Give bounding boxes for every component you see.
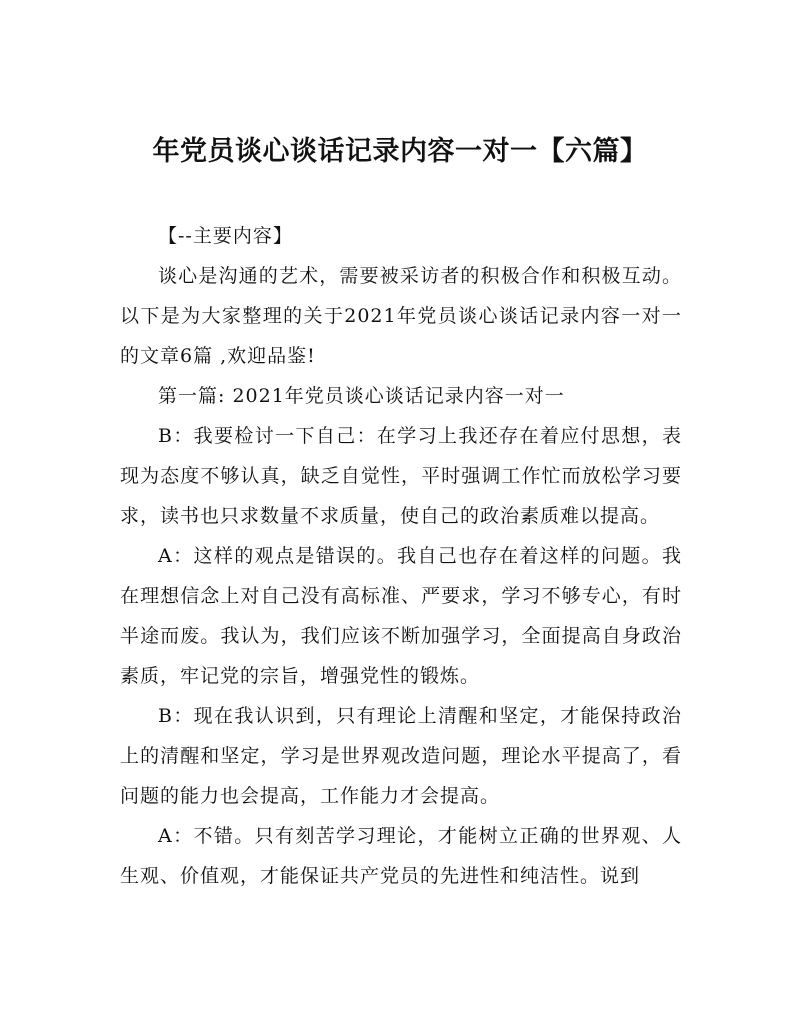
paragraph-intro: 谈心是沟通的艺术，需要被采访者的积极合作和积极互动。 以下是为大家整理的关于2021年党员谈心谈话记录内容一对一的文章6篇 ,欢迎品鉴! [120,265,682,367]
paragraph-dialogue-b1: B：我要检讨一下自己：在学习上我还存在着应付思想，表现为态度不够认真，缺乏自觉性，平时强调工作忙而放松学习要求，读书也只求数量不求质量，使自己的政治素质难以提高。 [120,425,682,527]
paragraph-dialogue-a2: A：不错。只有刻苦学习理论，才能树立正确的世界观、人生观、价值观，才能保证共产党员的先进性和纯洁性。说到 [120,825,682,887]
document-body [120,216,682,896]
paragraph-summary-heading: 【--主要内容】 [158,225,293,247]
paragraph-section-heading: 第一篇: 2021年党员谈心谈话记录内容一对一 [158,385,565,407]
paragraph-dialogue-b2: B：现在我认识到，只有理论上清醒和坚定，才能保持政治上的清醒和坚定，学习是世界观改造问题，理论水平提高了，看问题的能力也会提高，工作能力才会提高。 [120,705,682,807]
paragraph-dialogue-a1: A：这样的观点是错误的。我自己也存在着这样的问题。我在理想信念上对自己没有高标准、严要求，学习不够专心，有时半途而废。我认为，我们应该不断加强学习，全面提高自身政治素质，牢记党的宗旨，增强党性的锻炼。 [120,545,682,687]
document-title: 年党员谈心谈话记录内容一对一【六篇】 [152,136,648,167]
